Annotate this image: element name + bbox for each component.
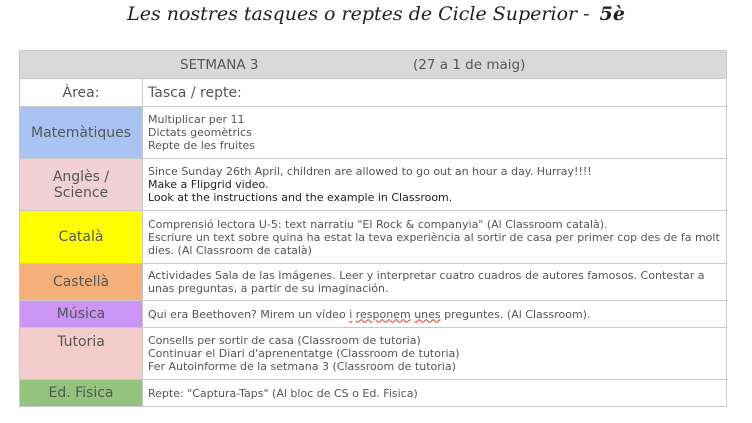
week-header <box>20 51 727 79</box>
spellcheck-word: i <box>349 307 353 321</box>
area-cell-ed-fisica: Ed. Fisica <box>20 380 143 407</box>
task-cell <box>143 107 727 159</box>
task-line: Since Sunday 26th April, children are allowed to go out an hour a day. Hurray!!!! <box>148 165 592 178</box>
task-line: Multiplicar per 11 <box>148 113 245 126</box>
task-line: Make a Flipgrid video. <box>148 178 269 191</box>
task-cell <box>143 211 727 264</box>
task-line: Repte: "Captura-Taps" (Al bloc de CS o Ed. Fisica) <box>148 386 418 400</box>
spellcheck-word: responem <box>355 307 411 321</box>
area-cell-matematiques: Matemàtiques <box>20 107 143 159</box>
task-line: Escriure un text sobre quina ha estat la teva experiència al sortir de casa per primer cop des de fa molt dies. (Al Classroom de català) <box>148 230 720 257</box>
task-line: Continuar el Diari d'aprenentatge (Classroom de tutoria) <box>148 347 460 360</box>
area-cell-tutoria: Tutoria <box>20 328 143 380</box>
area-cell-angles-science <box>20 159 143 211</box>
table-row <box>20 328 727 380</box>
area-label-line1: Anglès / <box>52 168 110 185</box>
task-column-header: Tasca / repte: <box>143 79 727 107</box>
spellcheck-word: unes <box>414 307 441 321</box>
task-text: preguntes. (Al Classroom). <box>440 307 591 321</box>
area-column-header: Àrea: <box>20 79 143 107</box>
task-line: Fer Autoinforme de la setmana 3 (Classroom de tutoria) <box>148 360 456 373</box>
table-row <box>20 159 727 211</box>
task-cell <box>143 159 727 211</box>
area-cell-musica: Música <box>20 301 143 328</box>
week-dates: (27 a 1 de maig) <box>413 57 526 73</box>
title-text: Les nostres tasques o reptes de Cicle Superior - <box>127 3 590 25</box>
table-row <box>20 107 727 159</box>
table-row <box>20 380 727 407</box>
task-text: Qui era Beethoven? Mirem un vídeo <box>148 307 350 321</box>
area-cell-catala: Català <box>20 211 143 264</box>
task-line: Repte de les fruites <box>148 139 256 152</box>
task-line: Actividades Sala de las Imágenes. Leer y interpretar cuatro cuadros de autores famosos. Contestar a unas preguntas, a partir de su imaginación. <box>148 269 705 295</box>
task-line: Consells per sortir de casa (Classroom de tutoria) <box>148 334 421 347</box>
task-cell <box>143 328 727 380</box>
task-line: Look at the instructions and the example in Classroom. <box>148 191 453 204</box>
table-row <box>20 264 727 301</box>
task-line: Dictats geomètrics <box>148 126 252 139</box>
task-cell <box>143 380 727 407</box>
grade-label: 5è <box>599 3 625 25</box>
task-line: Comprensió lectora U-5: text narratiu "El Rock & companyia" (Al Classroom català). <box>148 217 608 231</box>
task-cell <box>143 264 727 301</box>
week-header-row <box>20 51 727 79</box>
tasks-table <box>19 50 727 407</box>
task-cell <box>143 301 727 328</box>
week-label: SETMANA 3 <box>180 57 259 73</box>
page-title <box>0 0 752 40</box>
area-cell-castella: Castellà <box>20 264 143 301</box>
area-label-line2: Science <box>53 184 109 201</box>
table-row <box>20 301 727 328</box>
column-header-row <box>20 79 727 107</box>
table-row <box>20 211 727 264</box>
